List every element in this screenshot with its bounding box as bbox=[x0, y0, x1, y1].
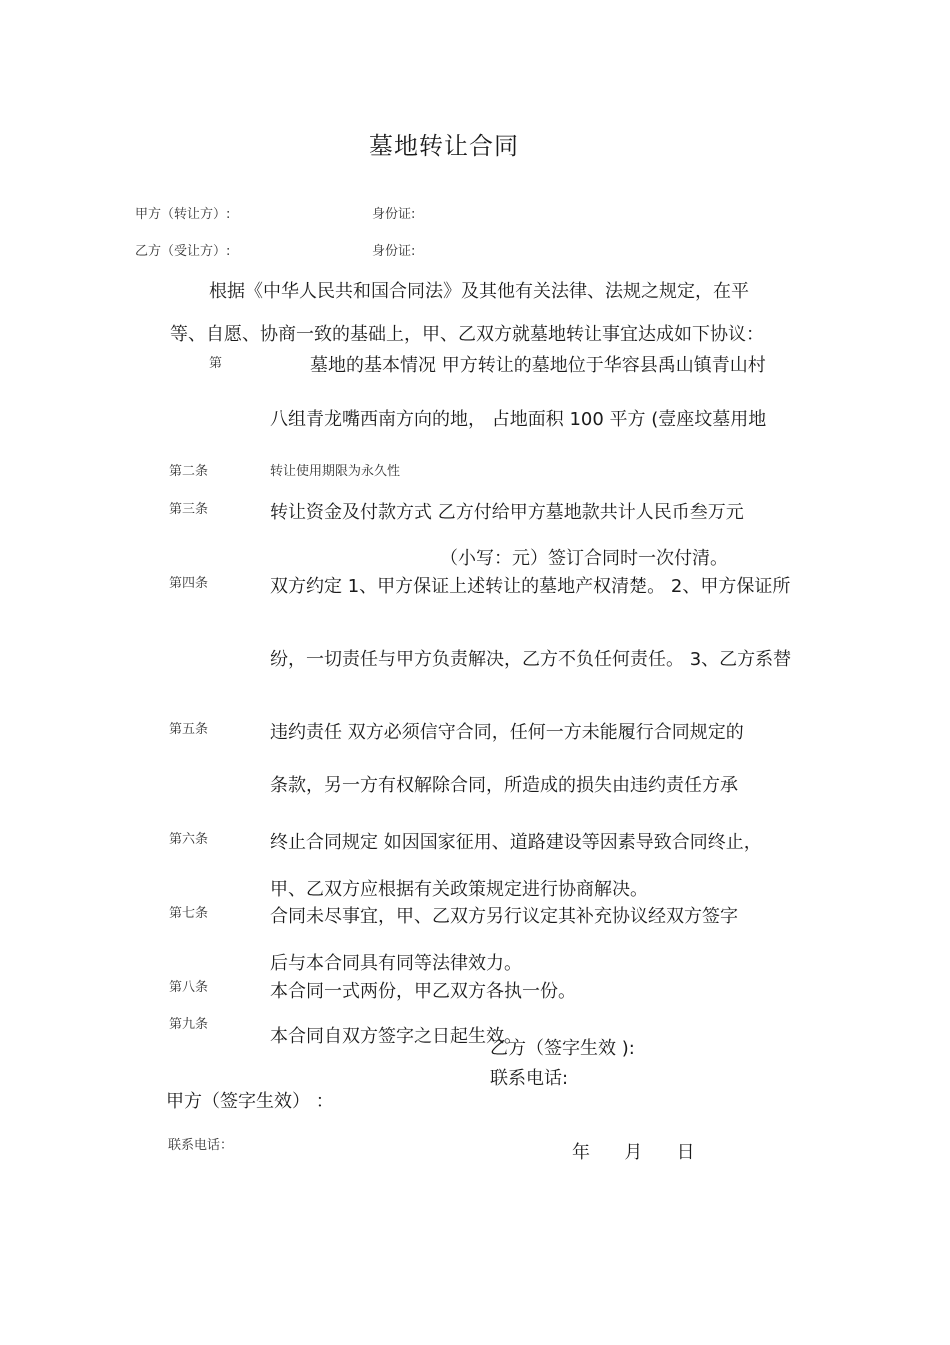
article-3-label: 第三条 bbox=[169, 502, 209, 517]
party-a-phone-text: 联系电话： bbox=[168, 1138, 234, 1153]
party-b-phone: 联系电话: bbox=[490, 1068, 569, 1089]
party-b-id-label: 身份证: bbox=[372, 244, 416, 259]
article-7-line-2-clipped bbox=[270, 952, 522, 974]
article-6-line-2-clipped bbox=[270, 878, 648, 900]
party-a-phone-clipped bbox=[168, 1137, 248, 1153]
article-6-line-1: 终止合同规定 如因国家征用、道路建设等因素导致合同终止， bbox=[270, 832, 762, 853]
intro-line-clipped bbox=[170, 320, 790, 345]
signing-date: 年 月 日 bbox=[572, 1142, 695, 1163]
article-7-label: 第七条 bbox=[169, 906, 209, 921]
article-3-line-2-clipped bbox=[440, 548, 728, 569]
article-5-line-2: 条款，另一方有权解除合同，所造成的损失由违约责任方承 bbox=[270, 775, 738, 796]
article-2-label: 第二条 bbox=[169, 464, 209, 479]
article-1-label: 第 bbox=[209, 356, 223, 371]
intro-line-clipped-text: 等、自愿、协商一致的基础上，甲、乙双方就墓地转让事宜达成如下协议： bbox=[170, 324, 764, 345]
article-4-line-1: 双方约定 1、甲方保证上述转让的墓地产权清楚。 2、甲方保证所 bbox=[270, 576, 791, 597]
article-8-text: 本合同一式两份，甲乙双方各执一份。 bbox=[270, 981, 576, 1002]
article-4-label: 第四条 bbox=[169, 576, 209, 591]
party-b-signature: 乙方（签字生效 ): bbox=[490, 1038, 635, 1059]
party-a-signature: 甲方（签字生效） ： bbox=[166, 1091, 334, 1112]
article-9-text-clipped bbox=[270, 1026, 522, 1047]
article-8-label: 第八条 bbox=[169, 980, 209, 995]
party-b-label: 乙方（受让方）: bbox=[135, 244, 231, 259]
article-6-label: 第六条 bbox=[169, 832, 209, 847]
article-1-line-2: 八组青龙嘴西南方向的地， 占地面积 100 平方 (壹座坟墓用地 bbox=[270, 409, 767, 430]
article-7-line-2-text: 后与本合同具有同等法律效力。 bbox=[270, 953, 522, 974]
party-a-label: 甲方（转让方）: bbox=[135, 207, 231, 222]
article-4-line-2: 纷，一切责任与甲方负责解决，乙方不负任何责任。 3、乙方系替 bbox=[270, 649, 792, 670]
article-2-text-content: 转让使用期限为永久性 bbox=[270, 464, 401, 479]
article-3-line-2-text: （小写：元）签订合同时一次付清。 bbox=[440, 548, 728, 569]
intro-line: 根据《中华人民共和国合同法》及其他有关法律、法规之规定，在平 bbox=[209, 281, 749, 302]
article-1-line-1: 墓地的基本情况 甲方转让的墓地位于华容县禹山镇青山村 bbox=[310, 355, 766, 376]
article-5-line-1: 违约责任 双方必须信守合同，任何一方未能履行合同规定的 bbox=[270, 722, 744, 743]
article-7-line-1: 合同未尽事宜，甲、乙双方另行议定其补充协议经双方签字 bbox=[270, 906, 738, 927]
article-2-text bbox=[270, 465, 510, 480]
document-title: 墓地转让合同 bbox=[369, 132, 519, 160]
article-9-label: 第九条 bbox=[169, 1017, 209, 1032]
article-5-label: 第五条 bbox=[169, 722, 209, 737]
article-9-text: 本合同自双方签字之日起生效。 bbox=[270, 1026, 522, 1047]
article-6-line-2-text: 甲、乙双方应根据有关政策规定进行协商解决。 bbox=[270, 879, 648, 900]
party-a-id-label: 身份证: bbox=[372, 207, 416, 222]
article-3-line-1: 转让资金及付款方式 乙方付给甲方墓地款共计人民币叁万元 bbox=[270, 502, 744, 523]
